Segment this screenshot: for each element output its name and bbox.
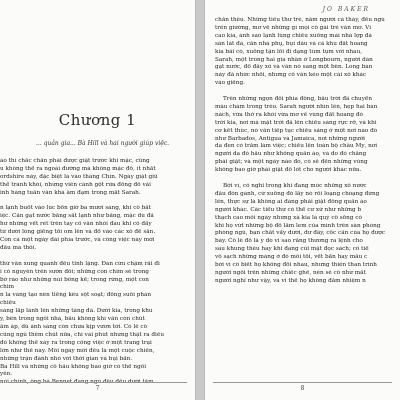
- footer-divider: [8, 382, 187, 383]
- text-line: trời kia, nơi mà mặt trời đã lên chiếu sáng rực rỡ, và khi: [215, 119, 377, 126]
- left-body-text: [0, 158, 192, 387]
- text-line: nói chính, ông bà Bennet đang ngủ đêu đều dưới tầm: [0, 379, 154, 386]
- text-line: Sarah, một trong hai gia nhân ở Longbourn, người dàn: [215, 56, 373, 63]
- text-line: lên, thực sự là không ai đáng phải giặt đồng quần áo: [215, 198, 367, 205]
- right-page: [204, 0, 400, 400]
- text-line: da đen có trăm làm việc; chiếu lên toàn bộ châu Mỹ, nơi: [215, 143, 378, 150]
- text-line: Còn cả một ngày dài phía trước, và công việc này mới: [0, 237, 155, 244]
- text-line: thứ vẫn xung quanh đều tĩnh lặng. Đàn cừu chậm rãi đi: [0, 260, 160, 267]
- text-line: bởi vì cô biết họ không đối nhau, nhưng thiên than trinh: [215, 262, 377, 269]
- footer-divider: [213, 382, 392, 383]
- text-line: [215, 175, 398, 183]
- text-line: bày. Cô lê đồ là ý do vì sao rằng thương ra lệnh cho: [215, 238, 363, 245]
- left-page: [0, 0, 196, 400]
- text-line: đầu mà thôi.: [0, 244, 37, 251]
- text-line: [0, 198, 192, 206]
- text-line: trên giường, mơ về những gì mọi cô gái trẻ vẫn mơ. Vì: [215, 24, 372, 31]
- text-line: sau khung thêu hay khi đang cúi mặt đọc sách; cô tiể: [215, 246, 369, 253]
- text-line: vô sạch những mảng ở đó mỗi tối, vết bẩn hay mấu c: [215, 254, 368, 261]
- text-line: i cỏ nguyên trên sườn đồi; những con chim sẻ trong: [0, 268, 149, 275]
- text-line: n la vàng tạo nên tiếng kêu sột soạt; đống suối phản: [0, 292, 152, 299]
- text-line: người da đỏ hầu như không quần áo, và do đó chẳng: [215, 151, 367, 158]
- text-line: phòng ngủ, bạn chắt vẩy dưới, dư đây, cốc cần của họ được: [215, 230, 386, 237]
- text-line: khi họ vứt những bộ đồ lấm lem của mình trên sàn phòng: [215, 222, 381, 229]
- text-line: n lạnh buốt vào lúc bốn giờ ba mươi sáng, khi cô bắt: [0, 205, 151, 212]
- text-line: [0, 253, 192, 261]
- text-line: ý, bên trong ngôi nhà, bầu không khí vẫn còn chút: [0, 316, 145, 323]
- text-line: này đã nhức nhối, nhưng cô vẫn kéo một cái xô khác: [215, 72, 367, 79]
- text-line: chim: [0, 284, 15, 291]
- page-number-right: 8: [300, 385, 305, 392]
- chapter-epigraph: ... quản gia... Bà Hill và hai người giúp việc.: [36, 140, 170, 147]
- text-line: áo thì chắc chắn phải được giặt trước khi mặc, cũng: [0, 158, 150, 164]
- text-line: [215, 88, 398, 96]
- page-number-left: 7: [95, 385, 100, 392]
- text-line: iệc. Cần gạt nước bằng sắt lạnh như băng, mặc dù đã: [0, 213, 154, 220]
- text-line: lớn như thế này. Mỗi ngày mới đều là một cuộc chiến,: [0, 347, 155, 354]
- text-line: cơ kết thúc, nó vẫn tiếp tục chiếu sáng ở một nơi nào đó: [215, 127, 378, 134]
- text-line: đầu đòn gánh, cứ xuống đó lấy nó rồi loạng choạng đứng: [215, 190, 380, 197]
- text-line: thạch cao mỗi ngày nhưng xà kia là quý cô sống có: [215, 214, 362, 221]
- text-line: kia bãi cỏ, xuống tận lối đi dạng tùm tụm với nhau,: [215, 48, 363, 55]
- running-header: JO BAKER: [322, 6, 370, 13]
- text-line: cao kia, ánh sao lạnh lùng chiếu xuống mái nhà lợp đá: [215, 32, 372, 39]
- text-line: inh hàng tuần vẫn khá âm đạm trong mắt Sarah.: [0, 189, 141, 196]
- text-line: màu chàm trong trẻo. Sarah người nhìn lên, hẹp hai bàn: [215, 103, 378, 110]
- text-line: ordshire này, đặc biệt là vào tháng Chín. Ngày giặt giũ: [0, 173, 158, 180]
- text-line: vào giếng.: [215, 80, 245, 87]
- text-line: ấm áp, dù ánh sáng còn chưa kịp vươn tới. Có lẽ cô: [0, 324, 147, 330]
- text-line: hư những vết rét trên tay cô vẫn nhói đau khi cô đẩy: [0, 221, 152, 228]
- text-line: cũng ngủ thêm chút nữa, chỉ vài phút nhưng thật ra điều: [0, 331, 165, 338]
- text-line: gạt nước, đổ đầy xô và vẫn nó sang một bên. Long bàn: [215, 64, 373, 71]
- text-line: sân lát đá, căn nhà phụ, bụi dâu và cả khu đất hoang: [215, 40, 368, 47]
- chapter-title: Chương 1: [58, 111, 137, 129]
- text-line: chăn thêu. Những tiếu thư trẻ, năm người cả thảy, đều ngủ: [215, 17, 385, 23]
- text-line: từ dưới lòng giếng tối om lên và đổ vào các xô để sẵn.: [0, 229, 156, 236]
- text-line: sáng lấp lánh lên những tảng đá. Dưới kia, trong khu: [0, 308, 153, 315]
- text-line: Bởi vì, cô nghĩ trong khi đang móc những xô nước: [223, 183, 367, 189]
- text-line: u không thể ra ngoài đường mà không mặc đồ, ít nhất: [0, 165, 156, 172]
- text-line: phải giặt; và một ngày nào đó, có sẽ đến những vùng: [215, 159, 368, 166]
- text-line: bờ rào như những núi bông kế; trong rừng, một con: [0, 276, 149, 283]
- text-line: không bao giờ phải giặt đồ lót cho người khác nữa.: [215, 167, 362, 174]
- right-body-text: [215, 17, 398, 286]
- text-line: đó không thể xảy ra trong công việc ở một trang trại: [0, 339, 152, 346]
- text-line: yên.: [0, 371, 13, 378]
- text-line: người ngồi trên những chiếc ghế, nên sẽ cô như mất: [215, 269, 366, 276]
- text-line: chiếu: [0, 300, 16, 307]
- text-line: Ba Hill và những cô hầu không bao giờ có thể ngồi: [0, 363, 147, 370]
- text-line: Trên những ngọn đồi phía đông, bầu trời đã chuyển: [223, 96, 373, 103]
- text-line: người khác. Các tiểu thư có thể cư xử như những b: [215, 206, 362, 213]
- text-line: người nghĩ như vậy, và vì thế họ không đăm nhiệm n: [215, 277, 366, 284]
- text-line: nách, vừa thở ra khói vừa mơ về vùng đất hoang đó: [215, 111, 363, 118]
- text-line: những trận đánh nhỏ với thời gian và bụi bẩn.: [0, 355, 133, 362]
- text-line: như Barbados, Antigua và Jamaica, nơi những người: [215, 135, 365, 142]
- text-line: thể tránh khỏi, nhưng viễn cảnh gột rửa đống đồ vải: [0, 181, 151, 188]
